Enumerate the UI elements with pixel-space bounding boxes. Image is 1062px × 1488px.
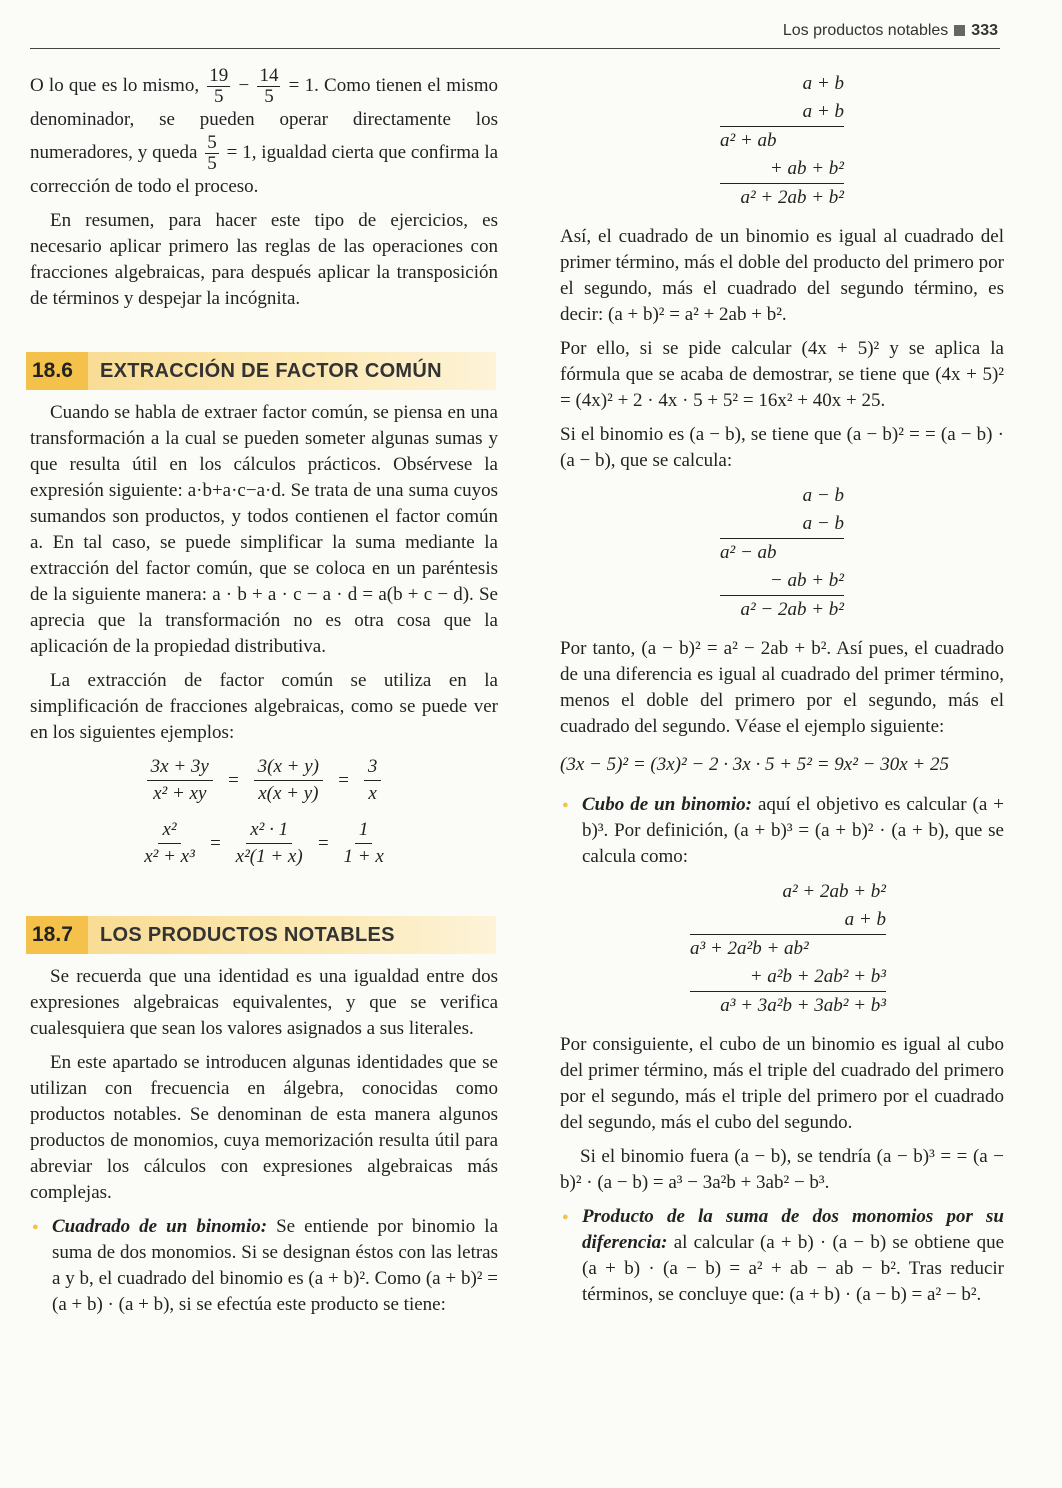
frac-den: x² + xy <box>153 783 207 804</box>
intro-paragraph <box>30 66 498 200</box>
section-number: 18.6 <box>26 352 88 390</box>
bullet-text: aquí el objetivo es calcular (a + b)³. Por definición, (a + b)³ = (a + b)² · (a + b), que se calcula como: <box>582 794 1004 867</box>
ejemplo-4x-paragraph: Por ello, si se pide calcular (4x + 5)² y se aplica la fórmula que se acaba de demostrar, se tiene que (4x + 5)² = (4x)² + 2 · 4x · 5 + 5² = 16x² + 40x + 25. <box>560 338 1004 411</box>
mult-result: a² + 2ab + b² <box>720 183 844 212</box>
frac-num: 3(x + y) <box>254 754 323 781</box>
fraction-5-5 <box>205 133 219 174</box>
multiplication-cube <box>690 878 886 1020</box>
fraction-14-5 <box>257 66 280 107</box>
bullet-title: Cubo de un binomio: <box>582 794 752 815</box>
equals-sign: = <box>208 832 222 854</box>
mult-row: + a²b + 2ab² + b³ <box>749 966 886 987</box>
header-title: Los productos notables <box>782 22 949 39</box>
section-title: LOS PRODUCTOS NOTABLES <box>100 924 395 946</box>
section-18-7-heading <box>26 916 496 954</box>
frac-num: 19 <box>209 65 229 86</box>
intro-text-a: O lo que es lo mismo, <box>30 74 200 96</box>
mult-row: a + b <box>844 909 886 930</box>
header-rule <box>30 48 1000 49</box>
left-column <box>30 66 498 1326</box>
bullet-title: Producto de la suma de dos monomios por su diferencia: <box>582 1206 1004 1253</box>
mult-row: a − b <box>802 485 844 506</box>
bullet-cuadrado-binomio <box>30 1214 498 1318</box>
fraction <box>236 817 303 870</box>
fraction <box>254 754 323 807</box>
bullet-suma-por-diferencia <box>560 1204 1004 1308</box>
page-number: 333 <box>971 22 998 39</box>
equals-sign: = <box>316 832 330 854</box>
running-header <box>783 22 998 40</box>
section-title: EXTRACCIÓN DE FACTOR COMÚN <box>100 360 442 382</box>
cuadrado-binomio-paragraph: Así, el cuadrado de un binomio es igual al cuadrado del primer término, más el doble del producto del primero por el segundo, más el cuadrado del segundo término, es decir: (a + b)² = a² + 2ab + b². <box>560 226 1004 325</box>
multiplication-a-plus-b <box>720 70 844 212</box>
mult-row: a + b <box>802 101 844 122</box>
fraction <box>344 817 384 870</box>
frac-den: x(x + y) <box>258 783 319 804</box>
fraction <box>147 754 213 807</box>
cubo-resta-paragraph: Si el binomio fuera (a − b), se tendría (a − b)³ = = (a − b)² · (a − b) = a³ − 3a²b + 3ab² − b³. <box>560 1146 1004 1193</box>
header-square-icon <box>954 25 965 36</box>
frac-num: 5 <box>207 132 217 153</box>
minus-sign: − <box>238 74 250 96</box>
frac-num: x² <box>158 817 180 844</box>
intro-text-c: = 1, igualdad cierta que confirma la corrección de todo el proceso. <box>30 141 499 197</box>
bullet-text: Se entiende por binomio la suma de dos monomios. Si se designan éstos con las letras a y b, el cuadrado del binomio es (a + b)². Como (a + b)² = (a + b) · (a + b), si se efectúa este producto se tiene: <box>52 1216 499 1315</box>
mult-result: a² − 2ab + b² <box>720 595 844 624</box>
mult-row: a² − ab <box>720 538 844 567</box>
factor-comun-examples-intro: La extracción de factor común se utiliza en la simplificación de fracciones algebraicas, como se puede ver en los siguientes ejemplos: <box>30 670 498 743</box>
intro-text-b: = 1. Como tienen el mismo denominador, se pueden operar directamente los numeradores, y queda <box>30 74 499 163</box>
mult-row: a² + ab <box>720 126 844 155</box>
multiplication-a-minus-b <box>720 482 844 624</box>
diferencia-paragraph: Por tanto, (a − b)² = a² − 2ab + b². Así pues, el cuadrado de una diferencia es igual al cuadrado del primer término, menos el doble del primero por el segundo, más el cuadrado del segundo. Véase el ejemplo siguiente: <box>560 638 1004 737</box>
frac-den: 1 + x <box>343 846 384 867</box>
mult-row: + ab + b² <box>769 158 844 179</box>
fraction-19-5 <box>207 66 230 107</box>
section-18-6-heading <box>26 352 496 390</box>
frac-num: 3x + 3y <box>147 754 213 781</box>
frac-num: 1 <box>355 817 373 844</box>
factor-comun-paragraph: Cuando se habla de extraer factor común, se piensa en una transformación a la cual se pueden someter algunas sumas y que resulta útil en los cálculos prácticos. Obsérvese la expresión siguiente: a·b+a·c−a·d. Se trata de una suma cuyos sumandos son productos, y todos contienen el factor común a. En tal caso, se puede simplificar la suma mediante la extracción del factor común, que se coloca en un paréntesis de la siguiente manera: a · b + a · c − a · d = a(b + c − d). Se aprecia que la transformación no es otra cosa que la aplicación de la propiedad distributiva. <box>30 402 498 657</box>
fraction <box>144 817 195 870</box>
example-equation-1 <box>30 754 498 807</box>
frac-den: x <box>368 783 377 804</box>
frac-den: x² + x³ <box>144 846 195 867</box>
bullet-text: al calcular (a + b) · (a − b) se obtiene que (a + b) · (a − b) = a² + ab − ab − b². Tras reducir términos, se concluye que: (a + b) · (a − b) = a² − b². <box>582 1232 1004 1305</box>
cubo-paragraph: Por consiguiente, el cubo de un binomio es igual al cubo del primer término, más el triple del cuadrado del primero por el segundo, más el triple del primero por el cuadrado del segundo, más el cubo del segundo. <box>560 1034 1004 1133</box>
frac-num: 14 <box>259 65 279 86</box>
fraction <box>364 754 382 807</box>
identity-paragraph: Se recuerda que una identidad es una igualdad entre dos expresiones algebraicas equivalentes, y que se verifica cualesquiera que sean los valores asignados a sus literales. <box>30 966 498 1039</box>
mult-row: a + b <box>802 73 844 94</box>
equals-sign: = <box>337 769 350 791</box>
example-equation-3x: (3x − 5)² = (3x)² − 2 · 3x · 5 + 5² = 9x² − 30x + 25 <box>560 754 950 775</box>
mult-row: a³ + 2a²b + ab² <box>690 934 886 963</box>
bullet-title: Cuadrado de un binomio: <box>52 1216 268 1237</box>
summary-paragraph: En resumen, para hacer este tipo de ejercicios, es necesario aplicar primero las reglas de las operaciones con fracciones algebraicas, para después aplicar la transposición de términos y despejar la incógnita. <box>30 210 498 309</box>
binomio-resta-paragraph: Si el binomio es (a − b), se tiene que (a − b)² = = (a − b) · (a − b), que se calcula: <box>560 424 1004 471</box>
section-number: 18.7 <box>26 916 88 954</box>
frac-num: 3 <box>364 754 382 781</box>
mult-row: − ab + b² <box>769 570 844 591</box>
productos-notables-paragraph: En este apartado se introducen algunas identidades que se utilizan con frecuencia en álgebra, conocidas como productos notables. Se denominan de esta manera algunos productos de monomios, cuya memorización resulta útil para abreviar los cálculos con expresiones algebraicas más complejas. <box>30 1052 498 1203</box>
frac-den: 5 <box>207 153 217 174</box>
mult-row: a − b <box>802 513 844 534</box>
equals-sign: = <box>226 769 240 791</box>
mult-row: a² + 2ab + b² <box>782 881 886 902</box>
right-column <box>560 66 1004 1316</box>
frac-num: x² · 1 <box>246 817 292 844</box>
example-equation-2 <box>30 817 498 870</box>
frac-den: 5 <box>214 86 224 107</box>
mult-result: a³ + 3a²b + 3ab² + b³ <box>690 991 886 1020</box>
frac-den: 5 <box>264 86 274 107</box>
frac-den: x²(1 + x) <box>235 846 303 867</box>
bullet-cubo-binomio <box>560 792 1004 870</box>
